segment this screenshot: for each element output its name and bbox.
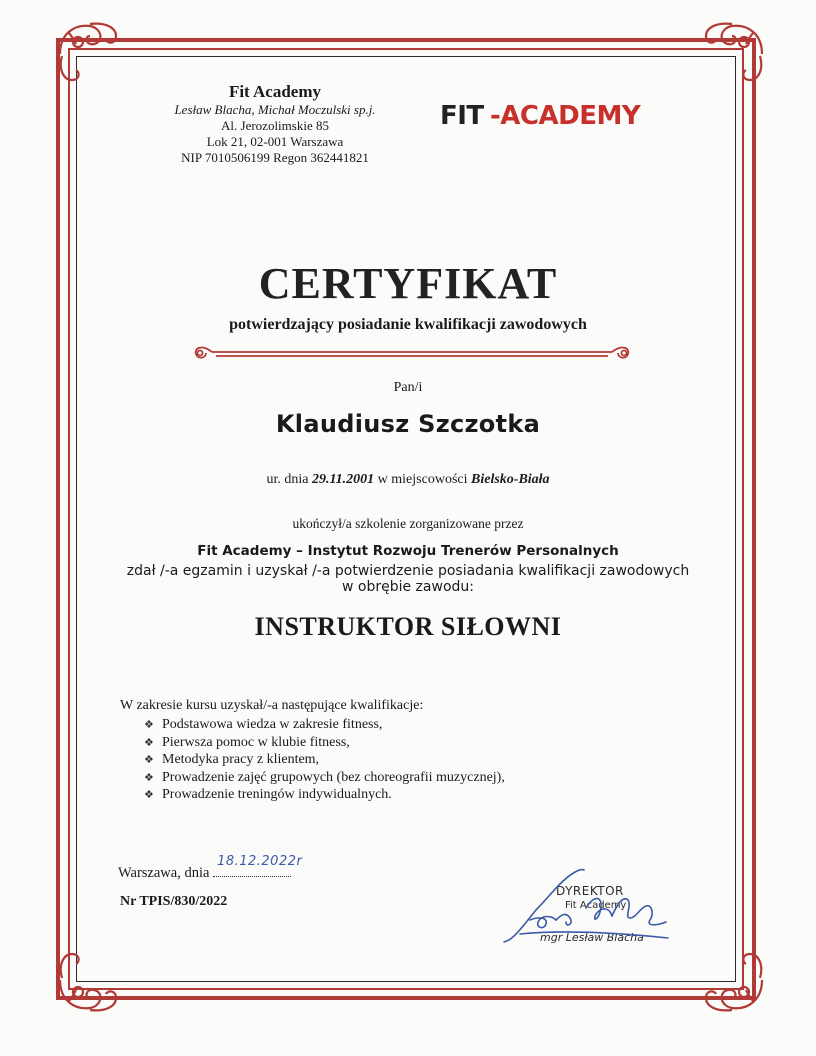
issuer-owners: Lesław Blacha, Michał Moczulski sp.j.	[174, 102, 376, 117]
list-item-text: Prowadzenie treningów indywidualnych.	[162, 787, 392, 802]
qualifications-list	[144, 716, 505, 804]
recipient-name: Klaudiusz Szczotka	[275, 410, 541, 438]
list-item-text: Podstawowa wiedza w zakresie fitness,	[162, 717, 383, 732]
institute-name: Fit Academy – Instytut Rozwoju Trenerów Personalnych	[197, 543, 619, 559]
issuer-name: Fit Academy	[228, 82, 322, 101]
birth-line	[100, 472, 716, 488]
list-item	[144, 786, 505, 804]
birth-prefix: ur. dnia	[266, 472, 312, 487]
profession-title: INSTRUKTOR SIŁOWNI	[254, 612, 562, 641]
list-item	[144, 716, 505, 734]
signature-icon	[500, 862, 680, 952]
issue-date	[118, 854, 303, 882]
exam-line-1: zdał /-a egzamin i uzyskał /-a potwierdzenie posiadania kwalifikacji zawodowych	[126, 563, 690, 579]
date-field	[213, 854, 303, 877]
diamond-bullet-icon: ❖	[144, 788, 154, 801]
ornamental-divider-icon	[192, 340, 632, 364]
diamond-bullet-icon: ❖	[144, 753, 154, 766]
list-item	[144, 734, 505, 752]
svg-text:-ACADEMY: -ACADEMY	[490, 101, 641, 128]
exam-line-2: w obrębie zawodu:	[342, 579, 474, 595]
handwritten-date: 18.12.2022r	[217, 854, 303, 869]
completed-line: ukończył/a szkolenie zorganizowane przez	[292, 516, 524, 531]
stamp-title: DYREKTOR	[556, 884, 624, 898]
diamond-bullet-icon: ❖	[144, 735, 154, 749]
birth-place: Bielsko-Biała	[471, 472, 550, 487]
certificate-title: CERTYFIKAT	[258, 259, 558, 308]
list-item	[144, 769, 505, 787]
issuer-street: Al. Jerozolimskie 85	[221, 118, 329, 133]
corner-ornament-icon	[696, 944, 772, 1020]
birth-middle: w miejscowości	[374, 472, 471, 487]
certificate-subtitle: potwierdzający posiadanie kwalifikacji zawodowych	[229, 316, 587, 333]
stamp-org: Fit Academy	[565, 900, 627, 911]
diamond-bullet-icon: ❖	[144, 718, 154, 731]
stamp-name: mgr Lesław Blacha	[540, 931, 644, 944]
issuer-address: Lok 21, 02-001 Warszawa	[206, 134, 344, 149]
fit-academy-logo	[440, 100, 652, 128]
list-item-text: Pierwsza pomoc w klubie fitness,	[162, 734, 350, 750]
corner-ornament-icon	[50, 14, 126, 90]
list-item-text: Metodyka pracy z klientem,	[162, 752, 320, 767]
birth-date: 29.11.2001	[311, 472, 375, 487]
salutation: Pan/i	[393, 380, 423, 395]
list-item	[144, 751, 505, 769]
issuer-block	[150, 82, 400, 166]
corner-ornament-icon	[50, 944, 126, 1020]
exam-statement	[100, 563, 716, 595]
corner-ornament-icon	[696, 14, 772, 90]
qualifications-intro: W zakresie kursu uzyskał/-a następujące kwalifikacje:	[120, 698, 424, 713]
certificate-number: Nr TPIS/830/2022	[120, 894, 228, 909]
list-item-text: Prowadzenie zajęć grupowych (bez choreografii muzycznej),	[162, 769, 505, 785]
svg-text:FIT: FIT	[440, 101, 484, 128]
date-label: Warszawa, dnia	[118, 865, 214, 881]
issuer-ids: NIP 7010506199 Regon 362441821	[181, 150, 369, 165]
diamond-bullet-icon: ❖	[144, 770, 154, 784]
